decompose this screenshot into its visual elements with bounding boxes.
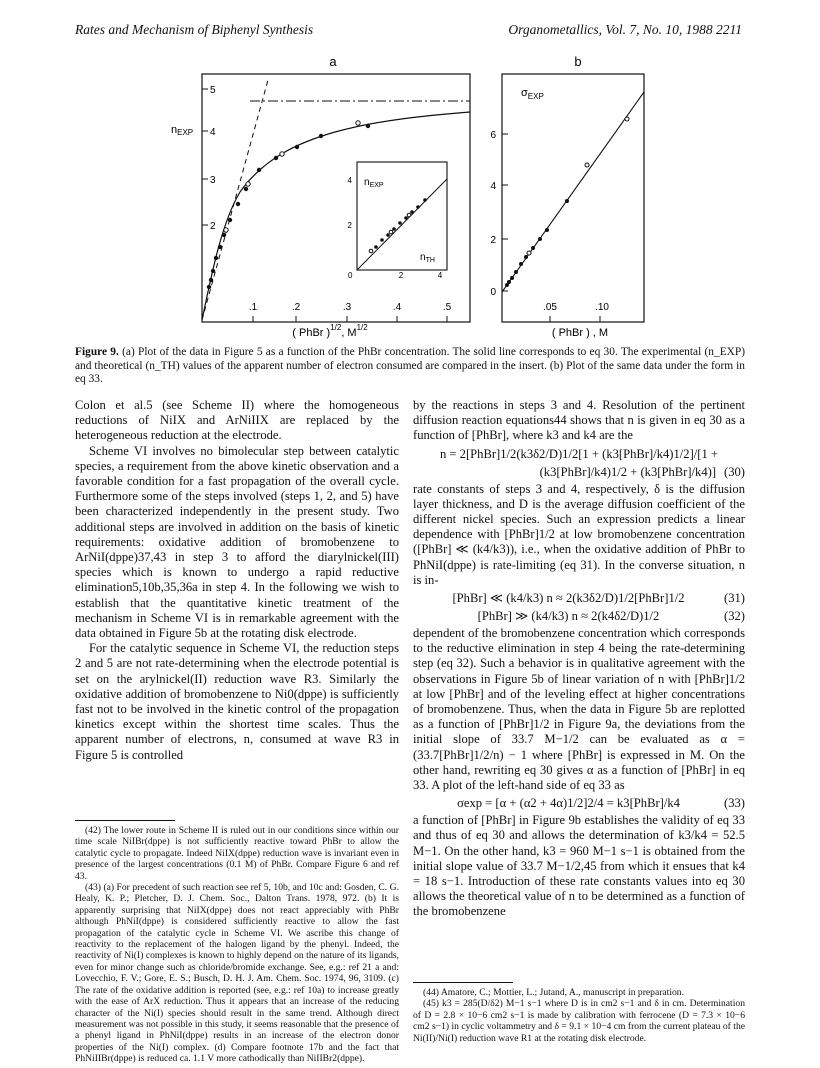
panel-b-frame (502, 74, 644, 322)
equation-32: [PhBr] ≫ (k4/k3) n ≈ 2(k4δ2/D)1/2 (32) (477, 609, 745, 624)
equation-30-line-1: n = 2[PhBr]1/2(k3δ2/D)1/2[1 + (k3[PhBr]/k4)1/2]/[1 + (439, 446, 719, 461)
left-column (75, 398, 399, 763)
a-open-points (224, 121, 360, 232)
a-ytick-3: 3 (210, 175, 216, 186)
right-footnotes (413, 982, 745, 1044)
inset-xtick-2: 2 (398, 271, 404, 280)
equation-31-number: (31) (724, 591, 745, 606)
inset-xlabel: $n_{TH}$ (420, 252, 435, 264)
b-ytick-6: 6 (490, 130, 496, 141)
inset-frame (357, 162, 447, 270)
left-footnotes (75, 820, 399, 1065)
footnote-42: (42) The lower route in Scheme II is ruled out in our conditions since within our time scale NiIBr(dppe) is not sufficiently reactive toward PhBr to allow the catalytic cycle to propagate. Indeed NiIX(dppe) reduction wave is invariant even in presence of the largest concentrations (0.1 M) of PhBr. Compare Figure 6 and ref 43. (75, 825, 399, 882)
panel-b-label: b (574, 54, 582, 69)
b-ytick-4: 4 (490, 181, 496, 192)
a-xtick-4: .4 (392, 302, 402, 313)
caption-text: (a) Plot of the data in Figure 5 as a function of the PhBr concentration. The solid line corresponds to eq 30. The experimental (n_EXP) and theoretical (n_TH) values of the apparent number of electron consumed are compared in the insert. (b) Plot of the same data under the form in eq 33. (75, 346, 746, 386)
right-column (413, 398, 745, 920)
left-paragraph-1: Colon et al.5 (see Scheme II) where the homogeneous reductions of NiIX and ArNiIIX are replaced by the heterogeneous reduction at the electrode. (75, 398, 399, 443)
panel-a-label: a (329, 54, 337, 69)
a-xtick-5: .5 (442, 302, 452, 313)
a-xlabel: ( PhBr )$^{1/2}$, $M^{1/2}$ (292, 323, 368, 339)
right-paragraph-2: rate constants of steps 3 and 4, respectively, δ is the diffusion layer thickness, and D is the average diffusion coefficient of the different nickel species. Such an expression predicts a linear dependence with [PhBr]1/2 at low bromobenzene concentration ([PhBr] ≪ (k4/k3)), i.e., when the oxidative addition of PhBr to PhNiI(dppe) is rate-limiting (eq 31). In the converse situation, n is in- (413, 481, 745, 587)
inset-panel (348, 162, 447, 280)
equation-33: σexp = [α + (α2 + 4α)1/2]2/4 = k3[PhBr]/k4 (33) (457, 796, 745, 811)
footnote-45: (45) k3 = 285(D/δ2) M−1 s−1 where D is in cm2 s−1 and δ in cm. Determination of D = 2.8 × 10−6 cm2 s−1 is made by calibration with ferrocene (D = 7.3 × 10−6 cm2 s−1) in cyclic voltammetry and δ = 9.1 × 10−4 cm from the current plateau of the Ni(II)/Ni(I) reduction wave R1 at the rotating disk electrode. (413, 998, 745, 1044)
b-ytick-0: 0 (490, 287, 496, 298)
right-paragraph-4: a function of [PhBr] in Figure 9b establishes the validity of eq 33 and thus of eq 30 and allows the determination of k3/k4 = 52.5 M−1. On the other hand, k3 = 960 M−1 s−1 is obtained from the initial slope value of 33.7 M−1/2,45 from which it ensues that k4 = 18 s−1. Introduction of these rate constants values into eq 30 allows the theoretical value of n to be determined as a function of the bromobenzene (413, 813, 745, 919)
footnote-43: (43) (a) For precedent of such reaction see ref 5, 10b, and 10c and: Gosden, C. G. Healy, K. P.; Pletcher, D. J. Chem. Soc., Dalton Trans. 1978, 972. (b) It is apparently surprising that NiIX(dppe) does not react appreciably with PhBr although PhNiI(dppe) is considered sufficiently reactive to allow the fast propagation of the catalytic cycle in Scheme VI. We ascribe this change of reactivity to the replacement of the halogen ligand by the phenyl. Indeed, the reactivity of Ni(I) complexes is known to highly depend on the nature of its ligands, even for minor change such as chloride/bromide exchange. See, e.g.: ref 21 a and: Lovecchio, F. V.; Gore, E. S.; Busch, D. H. J. Am. Chem. Soc. 1974, 96, 3109. (c) The rate of the oxidative addition is reported (see, e.g.: ref 10a) to increase greatly with the ease of ArX reduction. Thus it appears that an increase of the reducing character of the Ni(I) species should result in the same trend. Although direct measurement was not possible in this study, it seems reasonable that the presence of a phenyl ligand in PhNiI(dppe) results in an increase of the electron donor properties of the Ni(I) complex. (d) Compare footnote 17b and the fact that PhNiIIBr(dppe) is reduced ca. 1.1 V more cathodically than NiIIBr2(dppe). (75, 882, 399, 1065)
left-paragraph-2: Scheme VI involves no bimolecular step between catalytic species, a requirement from the above kinetic observation and a favorable condition for a fast propagation of the overall cycle. Furthermore some of the steps involved (steps 1, 2, and 5) have been characterized independently in the present study. Two additional steps are involved in addition on the basis of kinetic requirements: oxidative addition of bromobenzene to ArNiI(dppe)37,43 in step 3 to afford the diarylnickel(III) species which is known to undergo a rapid reductive elimination5,10b,35,36a in step 4. In the following we wish to establish that the quantitative kinetic treatment of the mechanism in Scheme VI is in remarkable agreement with the data obtained in Figure 5b at the rotating disk electrode. (75, 443, 399, 641)
panel-a-yticks (202, 85, 216, 232)
right-paragraph-1: by the reactions in steps 3 and 4. Resolution of the pertinent diffusion reaction equations44 shows that n is given in eq 30 as a function of [PhBr], where k3 and k4 are the (413, 398, 745, 443)
a-data-points (207, 124, 370, 289)
equation-30-number: (30) (724, 464, 745, 479)
a-ylabel: nEXP (171, 124, 194, 137)
equation-31: [PhBr] ≪ (k4/k3) n ≈ 2(k3δ2/D)1/2[PhBr]1/2 (31) (452, 591, 745, 606)
b-xtick-10: .10 (595, 302, 609, 313)
b-xlabel: ( PhBr ) , M (551, 327, 609, 339)
footnote-rule (75, 820, 175, 821)
caption-label: Figure 9. (75, 346, 119, 358)
a-xtick-3: .3 (342, 302, 352, 313)
panel-a-xticks (249, 302, 452, 322)
left-paragraph-3: For the catalytic sequence in Scheme VI, the reduction steps 2 and 5 are not rate-determining when the electrode potential is set on the arylnickel(II) reduction wave R3. Similarly the oxidative addition of bromobenzene to Ni0(dppe) is sufficiently fast not to be involved in the kinetic control of the propagation kinetics except within the shortest time scales. Thus the apparent number of electrons, n, consumed at wave R3 in Figure 5 is controlled (75, 641, 399, 762)
a-ytick-5: 5 (210, 85, 216, 96)
b-ylabel: $\sigma_{EXP}$ (521, 87, 544, 101)
b-fit-line (502, 92, 644, 292)
inset-xtick-4: 4 (437, 271, 443, 280)
equation-32-number: (32) (724, 609, 745, 624)
a-ytick-2: 2 (210, 221, 216, 232)
a-ytick-4: 4 (210, 127, 216, 138)
a-xtick-2: .2 (291, 302, 301, 313)
figure-caption (75, 346, 745, 387)
footnote-rule-right (413, 982, 513, 983)
figure-9 (150, 52, 670, 342)
panel-b-yticks (490, 130, 508, 298)
b-xtick-05: .05 (543, 302, 557, 313)
inset-xtick-0: 0 (348, 271, 353, 280)
equation-33-number: (33) (724, 796, 745, 811)
panel-b-xticks (543, 302, 609, 322)
running-header-right: Organometallics, Vol. 7, No. 10, 1988 2211 (508, 22, 742, 37)
running-header-left: Rates and Mechanism of Biphenyl Synthesis (75, 22, 314, 37)
a-xtick-1: .1 (248, 302, 258, 313)
inset-ytick-2: 2 (347, 221, 352, 230)
right-paragraph-3: dependent of the bromobenzene concentration which corresponds to the reductive elimination in step 4 being the rate-determining step (eq 32). Such a behavior is in qualitative agreement with the observations in Figure 5b of linear variation of n with [PhBr]1/2 at low [PhBr] and of the leveling effect at higher concentrations of bromobenzene. Thus, when the data in Figure 5b are replotted as a function of [PhBr]1/2 in Figure 9a, the deviations from the initial slope of 33.7 M−1/2 can be evaluated as α = (33.7[PhBr]1/2/n) − 1 where [PhBr] is expressed in M. On the other hand, rewriting eq 30 gives α as a function of [PhBr] in eq 33. A plot of the left-hand side of eq 33 as (413, 626, 745, 793)
inset-ytick-4: 4 (347, 176, 352, 185)
b-ytick-2: 2 (490, 235, 496, 246)
footnote-44: (44) Amatore, C.; Mottier, L.; Jutand, A., manuscript in preparation. (423, 987, 684, 998)
inset-ylabel: $n_{EXP}$ (364, 177, 384, 189)
equation-30-line-2: (k3[PhBr]/k4)1/2 + (k3[PhBr]/k4)] (30) (539, 464, 745, 479)
